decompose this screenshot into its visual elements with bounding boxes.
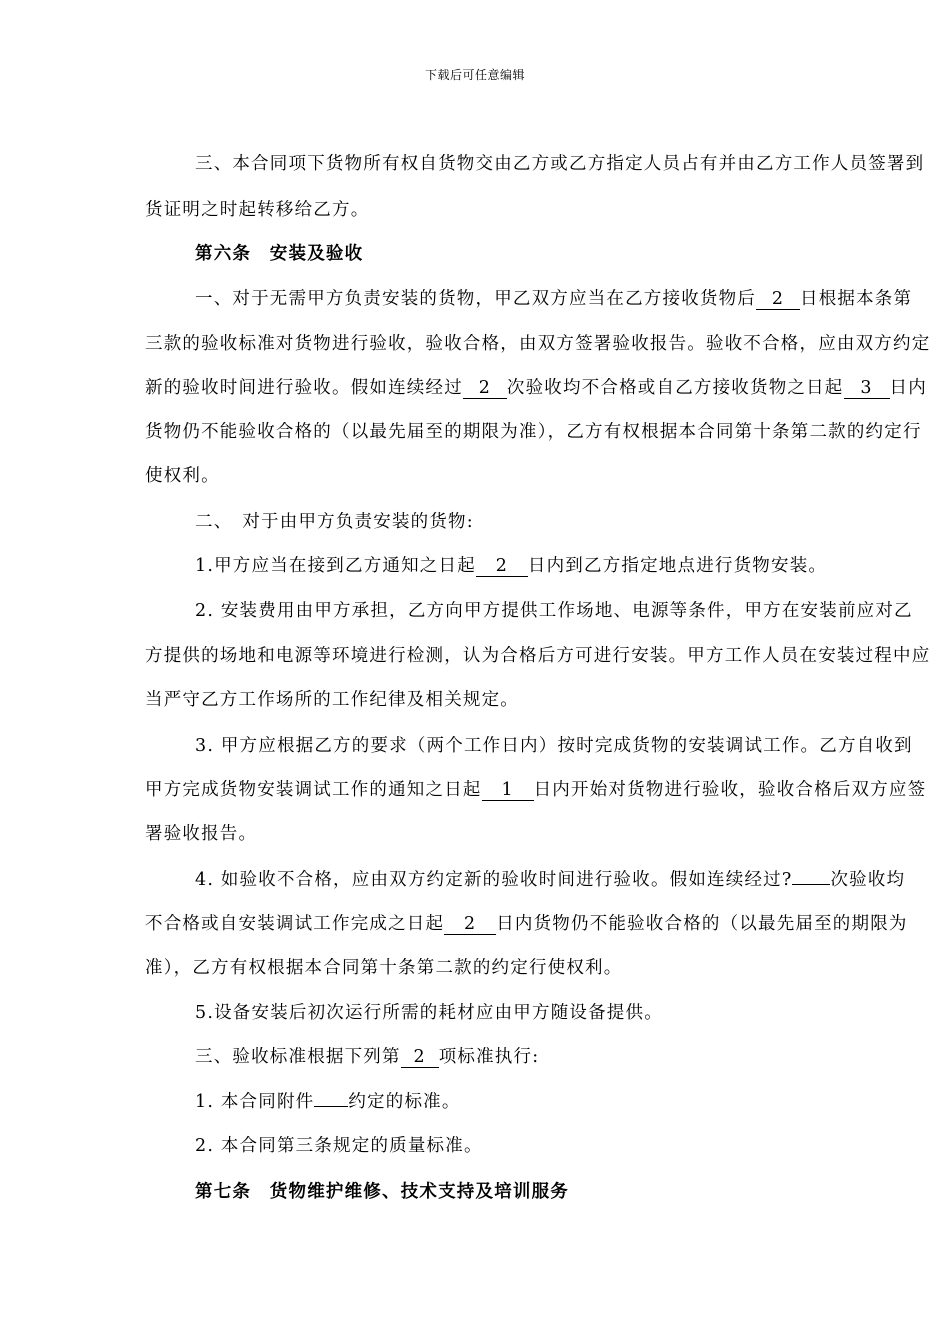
paragraph-line	[145, 776, 948, 801]
paragraph-line	[195, 552, 950, 577]
paragraph-line	[145, 910, 948, 935]
fill-blank	[792, 868, 830, 885]
fill-blank: 3	[844, 380, 890, 399]
paragraph-line	[195, 1043, 950, 1068]
paragraph-line	[145, 374, 948, 399]
text-segment: 日内	[889, 378, 927, 398]
fill-blank: 2	[476, 558, 528, 577]
text-segment: 日内货物仍不能验收合格的（以最先届至的期限为	[496, 914, 908, 934]
paragraph-line: 货物仍不能验收合格的（以最先届至的期限为准），乙方有权根据本合同第十条第二款的约定行	[145, 422, 922, 442]
text-segment: 次验收均	[830, 870, 906, 890]
paragraph-line: 二、 对于由甲方负责安装的货物:	[195, 512, 474, 532]
paragraph-line: 3. 甲方应根据乙方的要求（两个工作日内）按时完成货物的安装调试工作。乙方自收到	[195, 736, 913, 756]
text-segment: 1.甲方应当在接到乙方通知之日起	[195, 556, 476, 576]
paragraph-line: 2. 安装费用由甲方承担，乙方向甲方提供工作场地、电源等条件，甲方在安装前应对乙	[195, 601, 913, 621]
paragraph-line: 方提供的场地和电源等环境进行检测，认为合格后方可进行安装。甲方工作人员在安装过程中应	[145, 646, 931, 666]
fill-blank: 2	[463, 380, 507, 399]
paragraph-line: 货证明之时起转移给乙方。	[145, 200, 370, 220]
text-segment: 日内开始对货物进行验收，验收合格后双方应签	[533, 780, 927, 800]
article-7-heading: 第七条 货物维护维修、技术支持及培训服务	[195, 1182, 569, 1202]
paragraph-line: 当严守乙方工作场所的工作纪律及相关规定。	[145, 690, 519, 710]
paragraph-line	[195, 1088, 950, 1113]
text-segment: 日内到乙方指定地点进行货物安装。	[527, 556, 828, 576]
text-segment: 次验收均不合格或自乙方接收货物之日起	[506, 378, 844, 398]
fill-blank	[314, 1090, 348, 1107]
paragraph-line: 2. 本合同第三条规定的质量标准。	[195, 1136, 483, 1156]
text-segment: 三、验收标准根据下列第	[195, 1047, 401, 1067]
text-segment: 日根据本条第	[800, 289, 913, 309]
text-segment: 一、对于无需甲方负责安装的货物，甲乙双方应当在乙方接收货物后	[195, 289, 756, 309]
text-segment: 约定的标准。	[348, 1092, 461, 1112]
page-header: 下载后可任意编辑	[424, 68, 525, 82]
text-segment: 新的验收时间进行验收。假如连续经过	[145, 378, 463, 398]
fill-blank: 2	[401, 1049, 439, 1068]
paragraph-line: 使权利。	[145, 466, 220, 486]
text-segment: 1. 本合同附件	[195, 1092, 315, 1112]
paragraph-line: 署验收报告。	[145, 824, 258, 844]
paragraph-line: 三、本合同项下货物所有权自货物交由乙方或乙方指定人员占有并由乙方工作人员签署到	[195, 154, 925, 174]
fill-blank: 2	[756, 291, 800, 310]
paragraph-line	[195, 285, 950, 310]
text-segment: 4. 如验收不合格，应由双方约定新的验收时间进行验收。假如连续经过?	[195, 870, 793, 890]
paragraph-line: 三款的验收标准对货物进行验收，验收合格，由双方签署验收报告。验收不合格，应由双方约定	[145, 334, 931, 354]
text-segment: 不合格或自安装调试工作完成之日起	[145, 914, 445, 934]
paragraph-line: 5.设备安装后初次运行所需的耗材应由甲方随设备提供。	[195, 1003, 663, 1023]
text-segment: 甲方完成货物安装调试工作的通知之日起	[145, 780, 482, 800]
paragraph-line	[195, 866, 950, 891]
fill-blank: 1	[482, 782, 534, 801]
fill-blank: 2	[444, 916, 496, 935]
article-6-heading: 第六条 安装及验收	[195, 244, 364, 264]
paragraph-line: 准），乙方有权根据本合同第十条第二款的约定行使权利。	[145, 958, 623, 978]
text-segment: 项标准执行:	[438, 1047, 540, 1067]
